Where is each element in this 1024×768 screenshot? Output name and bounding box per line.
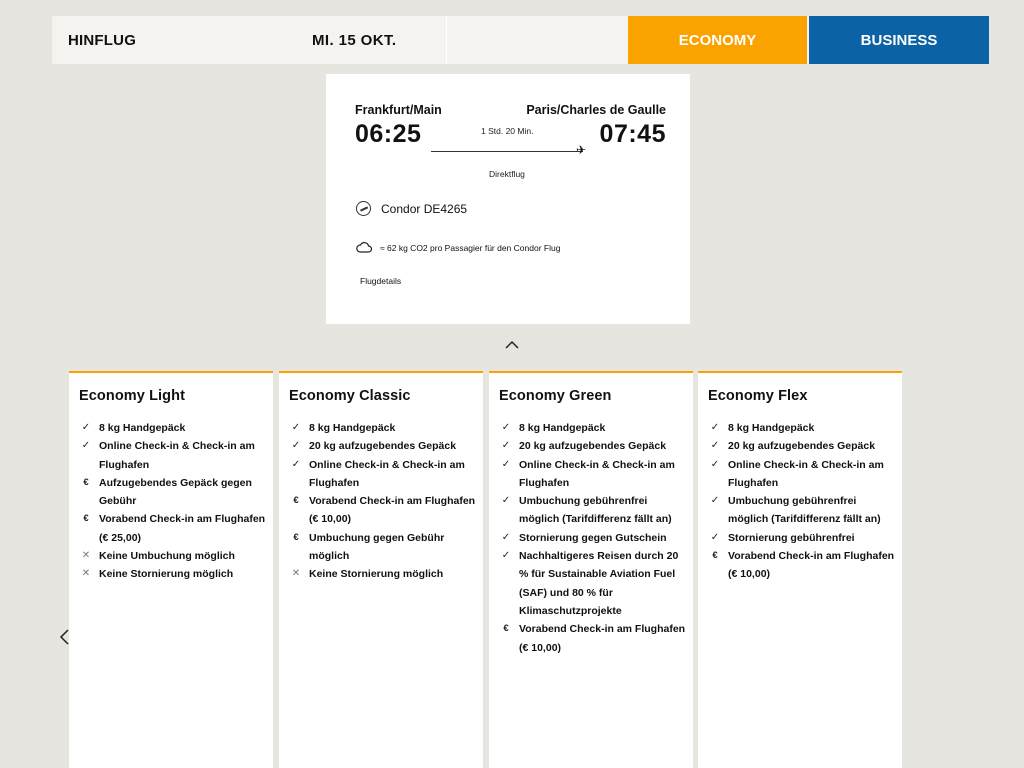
check-icon: ✓ — [501, 422, 511, 433]
feature-item: ✓ 8 kg Handgepäck — [708, 419, 898, 437]
check-icon: ✓ — [81, 440, 91, 452]
euro-icon: € — [83, 513, 89, 525]
feature-item: ✓ 20 kg aufzugebendes Gepäck — [708, 437, 898, 455]
feature-item: ✓ Umbuchung gebührenfrei möglich (Tarifdifferenz fällt an) — [499, 492, 689, 529]
fare-features — [79, 419, 269, 584]
fare-features — [289, 419, 479, 584]
check-icon: ✓ — [501, 440, 511, 452]
fare-card-economy-flex[interactable] — [698, 371, 902, 768]
destination-city: Paris/Charles de Gaulle — [526, 103, 666, 117]
feature-item: ✓ Nachhaltigeres Reisen durch 20 % für Sustainable Aviation Fuel (SAF) und 80 % für Klimaschutzprojekte — [499, 547, 689, 620]
stops-label: Direktflug — [489, 169, 525, 179]
check-icon: ✓ — [710, 440, 720, 452]
tab-business[interactable]: BUSINESS — [809, 16, 989, 64]
fare-title: Economy Green — [499, 388, 612, 404]
euro-icon: € — [503, 623, 509, 635]
flight-header-bar — [52, 16, 989, 64]
airplane-icon: ✈ — [576, 143, 587, 157]
check-icon: ✓ — [710, 422, 720, 433]
feature-item: ✓ Umbuchung gebührenfrei möglich (Tarifdifferenz fällt an) — [708, 492, 898, 529]
airline-row — [356, 201, 467, 216]
feature-item: € Vorabend Check-in am Flughafen (€ 10,00) — [708, 547, 898, 584]
check-icon: ✓ — [710, 458, 720, 470]
check-icon: ✓ — [291, 422, 301, 433]
tab-economy[interactable]: ECONOMY — [628, 16, 807, 64]
flight-details-link[interactable]: Flugdetails — [360, 276, 402, 286]
feature-item: ✓ 8 kg Handgepäck — [79, 419, 269, 437]
check-icon: ✓ — [710, 495, 720, 507]
feature-item: ✕ Keine Stornierung möglich — [79, 565, 269, 583]
fare-features — [708, 419, 898, 584]
direction-label: HINFLUG — [68, 31, 137, 49]
euro-icon: € — [712, 550, 718, 562]
feature-item: ✓ Online Check-in & Check-in am Flughafen — [79, 437, 269, 474]
feature-item: ✓ Stornierung gegen Gutschein — [499, 529, 689, 547]
euro-icon: € — [293, 531, 299, 543]
euro-icon: € — [293, 495, 299, 507]
cross-icon: ✕ — [81, 568, 91, 580]
fare-card-economy-light[interactable] — [69, 371, 273, 768]
feature-item: ✕ Keine Stornierung möglich — [289, 565, 479, 583]
check-icon: ✓ — [710, 531, 720, 543]
check-icon: ✓ — [501, 495, 511, 507]
crane-logo-icon — [356, 201, 371, 216]
check-icon: ✓ — [291, 440, 301, 452]
cross-icon: ✕ — [81, 550, 91, 562]
header-info — [52, 16, 628, 64]
chevron-up-icon[interactable] — [505, 338, 519, 352]
feature-item: ✕ Keine Umbuchung möglich — [79, 547, 269, 565]
feature-item: ✓ Online Check-in & Check-in am Flughafen — [499, 456, 689, 493]
feature-item: € Umbuchung gegen Gebühr möglich — [289, 529, 479, 566]
check-icon: ✓ — [501, 550, 511, 562]
feature-item: € Vorabend Check-in am Flughafen (€ 10,00) — [289, 492, 479, 529]
feature-item: ✓ 8 kg Handgepäck — [499, 419, 689, 437]
co2-row — [356, 241, 560, 255]
feature-item: ✓ Stornierung gebührenfrei — [708, 529, 898, 547]
feature-item: ✓ Online Check-in & Check-in am Flughafen — [289, 456, 479, 493]
route-line — [431, 151, 583, 152]
cross-icon: ✕ — [291, 568, 301, 580]
airline-flight-number: Condor DE4265 — [381, 201, 468, 216]
feature-item: ✓ 20 kg aufzugebendes Gepäck — [499, 437, 689, 455]
feature-item: € Vorabend Check-in am Flughafen (€ 25,00) — [79, 510, 269, 547]
fare-card-economy-green[interactable] — [489, 371, 693, 768]
check-icon: ✓ — [81, 422, 91, 433]
cloud-icon — [356, 241, 372, 255]
departure-time: 06:25 — [355, 120, 422, 148]
check-icon: ✓ — [291, 458, 301, 470]
fare-features — [499, 419, 689, 657]
feature-item: € Vorabend Check-in am Flughafen (€ 10,00) — [499, 620, 689, 657]
fare-card-economy-classic[interactable] — [279, 371, 483, 768]
co2-info: ≈ 62 kg CO2 pro Passagier für den Condor Flug — [380, 243, 561, 253]
feature-item: ✓ 8 kg Handgepäck — [289, 419, 479, 437]
feature-item: ✓ 20 kg aufzugebendes Gepäck — [289, 437, 479, 455]
feature-item: ✓ Online Check-in & Check-in am Flughafen — [708, 456, 898, 493]
flight-card — [326, 74, 690, 324]
divider — [446, 16, 447, 64]
fare-title: Economy Flex — [708, 388, 808, 404]
fare-title: Economy Classic — [289, 388, 411, 404]
origin-city: Frankfurt/Main — [355, 103, 442, 117]
arrival-time: 07:45 — [599, 120, 666, 148]
euro-icon: € — [83, 476, 89, 488]
feature-item: € Aufzugebendes Gepäck gegen Gebühr — [79, 474, 269, 511]
flight-duration: 1 Std. 20 Min. — [481, 126, 534, 136]
check-icon: ✓ — [501, 531, 511, 543]
check-icon: ✓ — [501, 458, 511, 470]
date-label: MI. 15 OKT. — [312, 31, 397, 49]
fare-title: Economy Light — [79, 388, 186, 404]
